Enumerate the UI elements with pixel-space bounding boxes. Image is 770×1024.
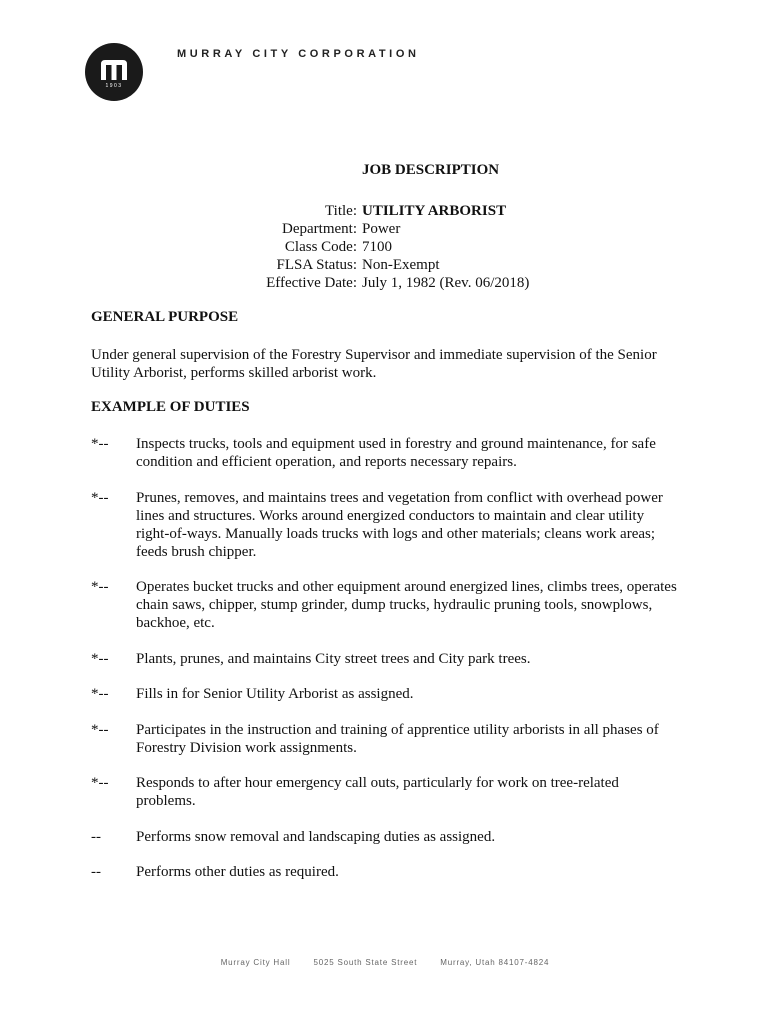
duty-marker: *-- [91, 490, 109, 506]
duty-text: Responds to after hour emergency call outs, particularly for work on tree-related problems. [136, 775, 619, 809]
general-purpose-heading: GENERAL PURPOSE [91, 309, 239, 325]
duty-marker: *-- [91, 775, 109, 791]
meta-row-effective-date [230, 274, 529, 292]
job-meta [230, 202, 529, 292]
duty-text: Performs other duties as required. [136, 864, 339, 880]
general-purpose-text: Under general supervision of the Forestry Supervisor and immediate supervision of the Senior Utility Arborist, performs skilled arborist work. [91, 347, 657, 381]
meta-label: Title: [325, 203, 357, 219]
organization-name: MURRAY CITY CORPORATION [177, 48, 420, 60]
duty-text: Fills in for Senior Utility Arborist as assigned. [136, 686, 414, 702]
meta-value-title: UTILITY ARBORIST [362, 203, 507, 219]
meta-value-class-code: 7100 [362, 239, 392, 255]
duties-heading: EXAMPLE OF DUTIES [91, 399, 250, 415]
duty-marker: *-- [91, 579, 109, 595]
duty-text: Performs snow removal and landscaping duties as assigned. [136, 829, 496, 845]
duty-text: Prunes, removes, and maintains trees and vegetation from conflict with overhead power lines and structures. Works around energized conductors to maintain and clear utility right-of-ways. Manually loads trucks with logs and other materials; cleans work areas; feeds brush chipper. [136, 490, 663, 560]
meta-value-flsa-status: Non-Exempt [362, 257, 440, 273]
meta-row-flsa-status [230, 256, 529, 274]
logo-year: 1903 [105, 83, 123, 89]
meta-label: Department: [282, 221, 357, 237]
duty-marker: *-- [91, 686, 109, 702]
meta-row-class-code [230, 238, 529, 256]
meta-value-effective-date: July 1, 1982 (Rev. 06/2018) [362, 275, 530, 291]
duty-item [91, 435, 681, 471]
duty-item [91, 863, 681, 881]
footer-building: Murray City Hall [220, 958, 291, 967]
meta-row-department [230, 220, 529, 238]
meta-label: FLSA Status: [276, 257, 357, 273]
meta-row-title [230, 202, 529, 220]
meta-label: Effective Date: [266, 275, 357, 291]
duty-item [91, 650, 681, 668]
duty-marker: -- [91, 864, 101, 880]
meta-label: Class Code: [284, 239, 357, 255]
duty-text: Inspects trucks, tools and equipment used in forestry and ground maintenance, for safe condition and efficient operation, and reports necessary repairs. [136, 436, 656, 470]
document-title: JOB DESCRIPTION [362, 162, 500, 178]
meta-value-department: Power [362, 221, 401, 237]
duty-text: Participates in the instruction and training of apprentice utility arborists in all phases of Forestry Division work assignments. [136, 722, 659, 756]
m-logo-icon [85, 43, 143, 101]
page-footer [0, 958, 770, 967]
footer-city: Murray, Utah 84107-4824 [440, 958, 550, 967]
duty-text: Operates bucket trucks and other equipment around energized lines, climbs trees, operates chain saws, chipper, stump grinder, dump trucks, hydraulic pruning tools, snowplows, backhoe, etc. [136, 579, 677, 631]
duty-item [91, 828, 681, 846]
duty-marker: -- [91, 829, 101, 845]
duty-text: Plants, prunes, and maintains City street trees and City park trees. [136, 651, 531, 667]
duty-item [91, 489, 681, 561]
duty-item [91, 774, 681, 810]
duty-marker: *-- [91, 651, 109, 667]
duty-marker: *-- [91, 436, 109, 452]
duty-item [91, 721, 681, 757]
footer-street: 5025 South State Street [313, 958, 418, 967]
murray-logo [85, 43, 143, 101]
duty-item [91, 578, 681, 632]
duty-marker: *-- [91, 722, 109, 738]
duty-item [91, 685, 681, 703]
